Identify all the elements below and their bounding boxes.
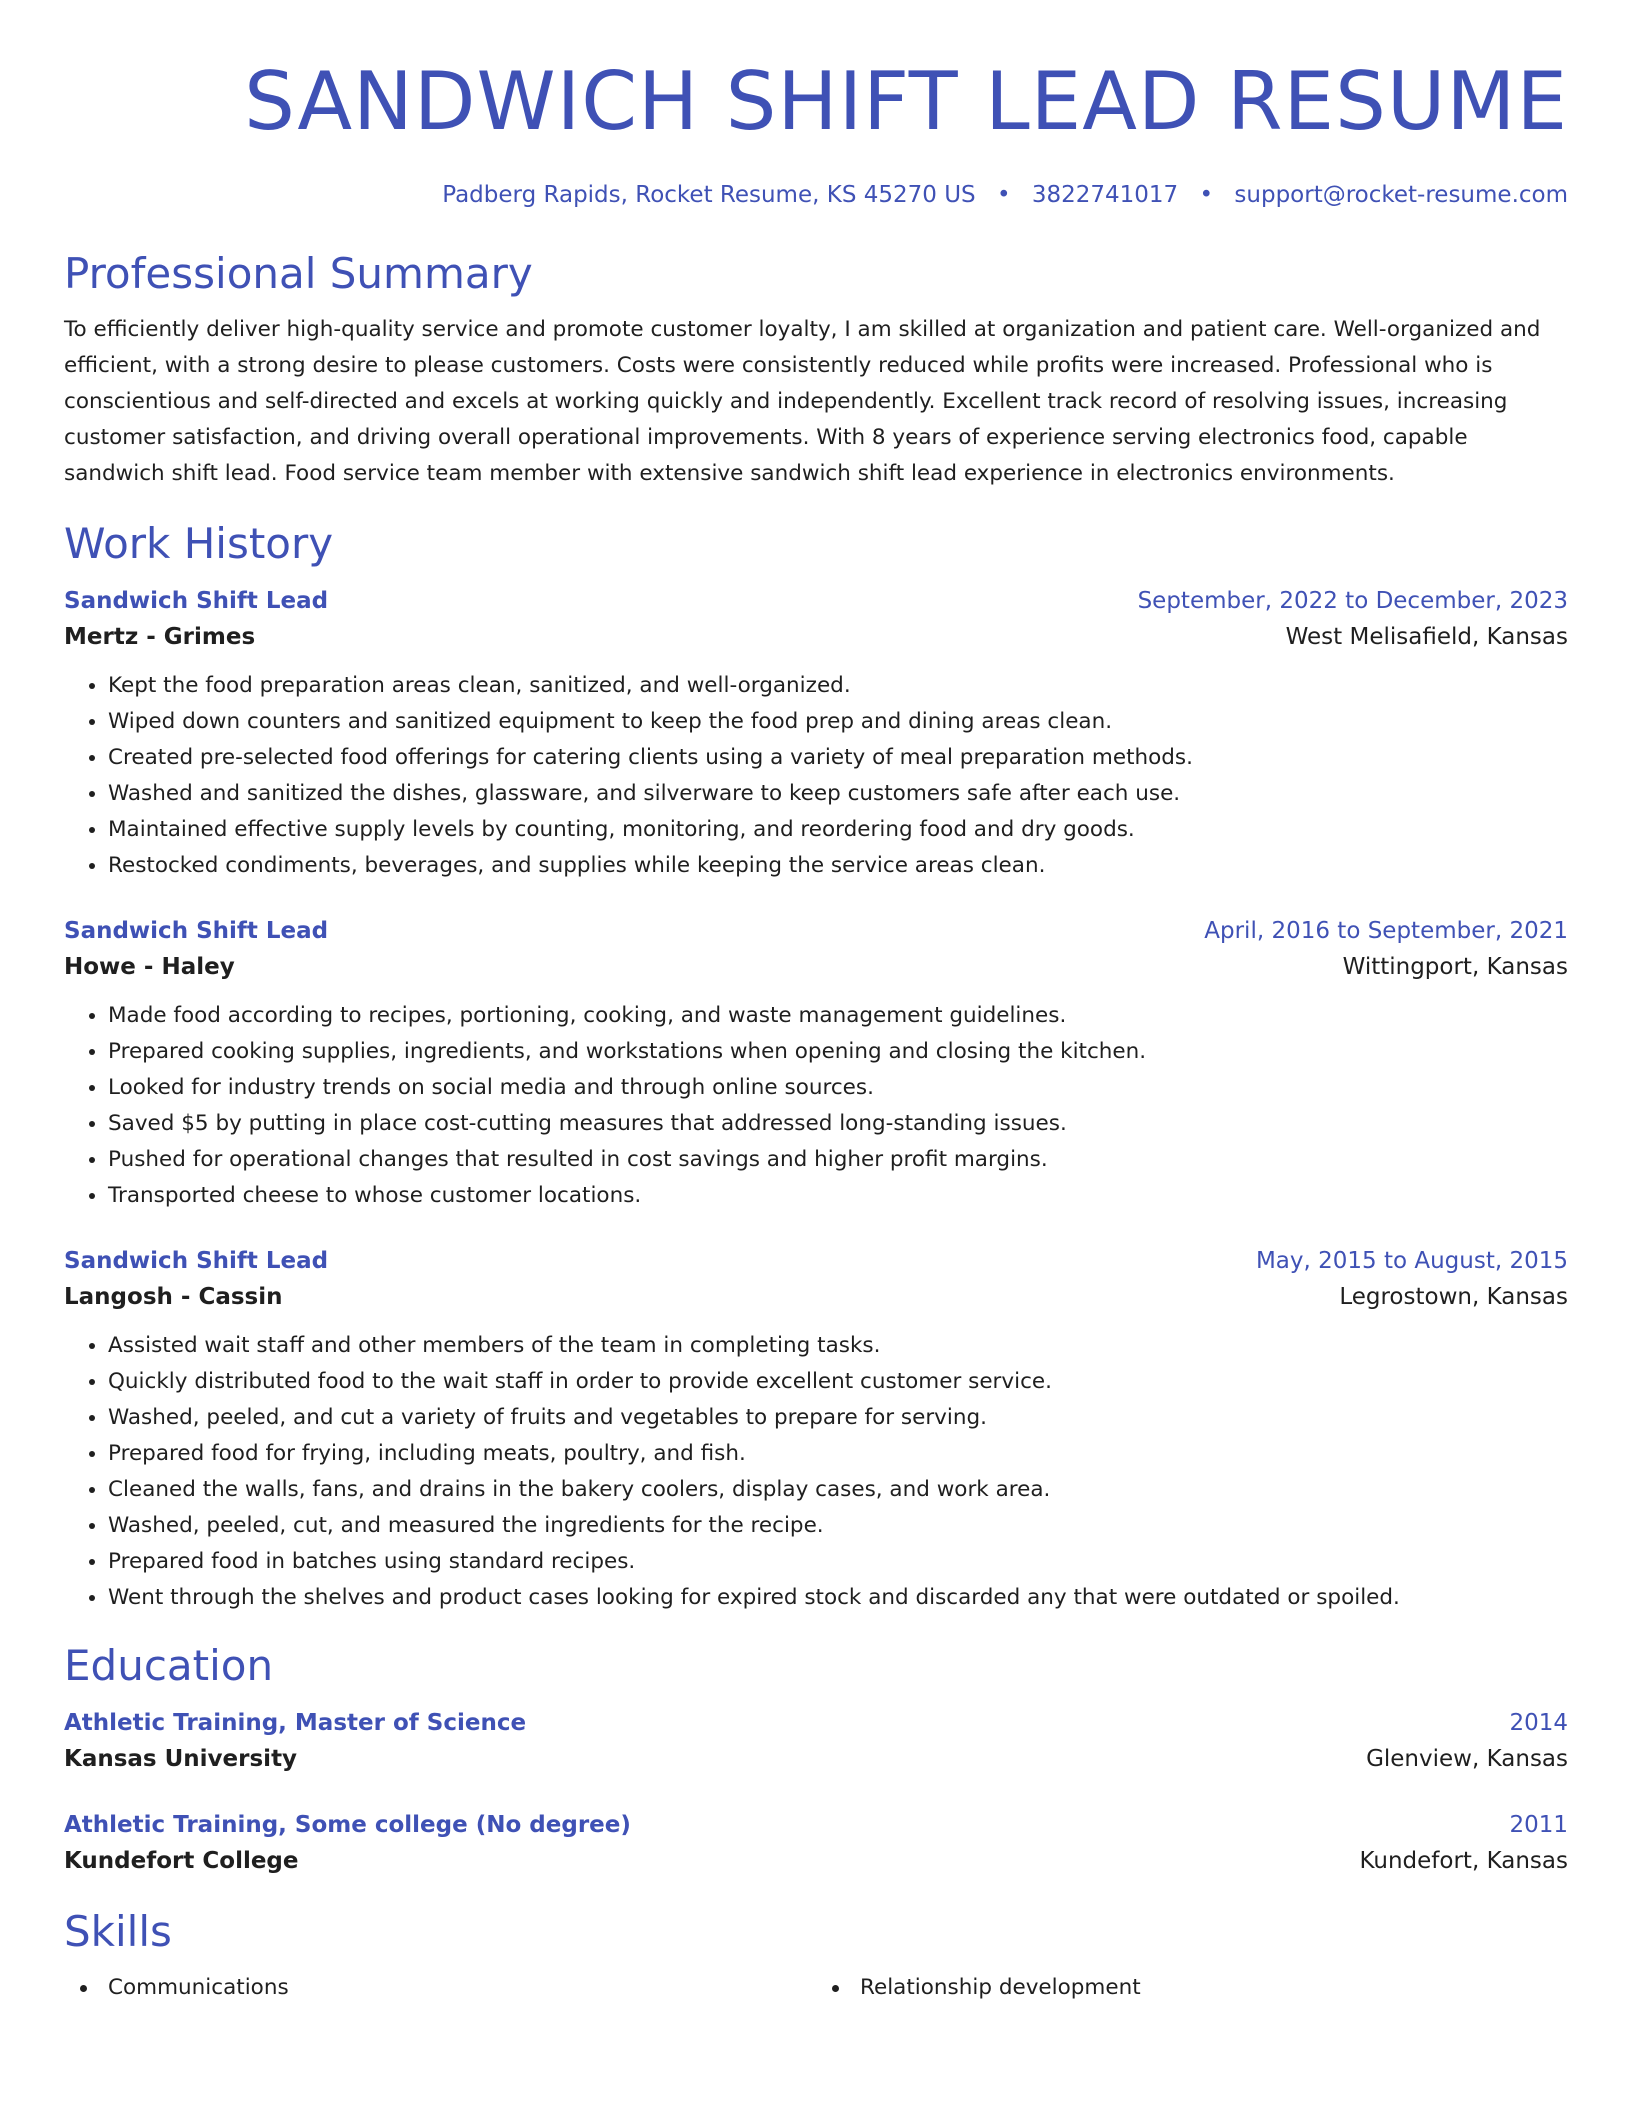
job-bullet: • Cleaned the walls, fans, and drains in the bakery coolers, display cases, and work area. [108, 1472, 1568, 1508]
skills-heading: Skills [64, 1907, 172, 1956]
job-employer: Mertz - Grimes [64, 624, 256, 650]
education-school-row [64, 1740, 1568, 1778]
job-location: Wittingport, Kansas [1342, 954, 1568, 980]
job-employer-row [64, 618, 1568, 656]
job-location: Legrostown, Kansas [1339, 1284, 1568, 1310]
education-header-row [64, 1706, 1568, 1740]
job-employer: Langosh - Cassin [64, 1284, 283, 1310]
job-employer-row [64, 948, 1568, 986]
job-bullet: • Quickly distributed food to the wait staff in order to provide excellent customer service. [108, 1364, 1568, 1400]
skills-section [64, 1906, 1568, 2006]
education-degree: Athletic Training, Some college (No degree) [64, 1812, 631, 1838]
job-bullet: • Transported cheese to whose customer locations. [108, 1178, 1568, 1214]
contact-separator: • [996, 182, 1011, 208]
job-location: West Melisafield, Kansas [1285, 624, 1568, 650]
summary-text: To efficiently deliver high-quality service and promote customer loyalty, I am skilled at organization and patient care. Well-organized and efficient, with a strong desire to please customers. Costs were consistently reduced while profits were increased. Professional who is conscientious and self-directed and excels at working quickly and independently. Excellent track record of resolving issues, increasing customer satisfaction, and driving overall operational improvements. With 8 years of experience serving electronics food, capable sandwich shift lead. Food service team member with extensive sandwich shift lead experience in electronics environments. [64, 317, 1541, 486]
job-dates: April, 2016 to September, 2021 [1204, 918, 1568, 944]
job-title: Sandwich Shift Lead [64, 918, 329, 944]
contact-email: support@rocket-resume.com [1234, 182, 1568, 208]
skill-item: Relationship development [816, 1970, 1568, 2006]
job-entry [64, 1244, 1568, 1616]
education-entry [64, 1808, 1568, 1880]
job-bullet: • Assisted wait staff and other members of the team in completing tasks. [108, 1328, 1568, 1364]
job-header-row [64, 914, 1568, 948]
education-location: Glenview, Kansas [1366, 1746, 1568, 1772]
job-dates: May, 2015 to August, 2015 [1255, 1248, 1568, 1274]
job-bullet: • Washed and sanitized the dishes, glassware, and silverware to keep customers safe after each use. [108, 776, 1568, 812]
job-title: Sandwich Shift Lead [64, 588, 329, 614]
job-bullet: • Looked for industry trends on social media and through online sources. [108, 1070, 1568, 1106]
job-title: Sandwich Shift Lead [64, 1248, 329, 1274]
job-bullet: • Prepared cooking supplies, ingredients, and workstations when opening and closing the kitchen. [108, 1034, 1568, 1070]
job-header-row [64, 584, 1568, 618]
job-employer-row [64, 1278, 1568, 1316]
job-dates: September, 2022 to December, 2023 [1137, 588, 1568, 614]
job-bullet: • Kept the food preparation areas clean, sanitized, and well-organized. [108, 668, 1568, 704]
contact-separator: • [1199, 182, 1214, 208]
summary-heading: Professional Summary [64, 249, 533, 298]
education-year: 2014 [1509, 1710, 1568, 1736]
education-school: Kundefort College [64, 1848, 299, 1874]
education-year: 2011 [1509, 1812, 1568, 1838]
work-history-section [64, 518, 1568, 1616]
resume-title: SANDWICH SHIFT LEAD RESUME [244, 55, 1568, 148]
resume-page [64, 52, 1568, 2006]
summary-section [64, 248, 1568, 492]
skills-list [64, 1970, 1568, 2006]
job-bullet: • Maintained effective supply levels by counting, monitoring, and reordering food and dry goods. [108, 812, 1568, 848]
job-header-row [64, 1244, 1568, 1278]
education-entry [64, 1706, 1568, 1778]
job-bullet: • Washed, peeled, cut, and measured the ingredients for the recipe. [108, 1508, 1568, 1544]
job-entry [64, 584, 1568, 884]
work-history-heading: Work History [64, 519, 334, 568]
job-bullet: • Created pre-selected food offerings for catering clients using a variety of meal preparation methods. [108, 740, 1568, 776]
job-bullet: • Wiped down counters and sanitized equipment to keep the food prep and dining areas clean. [108, 704, 1568, 740]
job-bullet: • Washed, peeled, and cut a variety of fruits and vegetables to prepare for serving. [108, 1400, 1568, 1436]
job-entry [64, 914, 1568, 1214]
job-bullet: • Went through the shelves and product cases looking for expired stock and discarded any that were outdated or spoiled. [108, 1580, 1568, 1616]
skill-item: Communications [64, 1970, 816, 2006]
job-bullets [64, 1328, 1568, 1616]
education-degree: Athletic Training, Master of Science [64, 1710, 527, 1736]
job-bullet: • Restocked condiments, beverages, and supplies while keeping the service areas clean. [108, 848, 1568, 884]
education-school-row [64, 1842, 1568, 1880]
contact-line [64, 180, 1568, 210]
job-bullet: • Saved $5 by putting in place cost-cutting measures that addressed long-standing issues. [108, 1106, 1568, 1142]
contact-phone: 3822741017 [1031, 182, 1179, 208]
job-bullets [64, 998, 1568, 1214]
job-employer: Howe - Haley [64, 954, 235, 980]
education-header-row [64, 1808, 1568, 1842]
education-section [64, 1640, 1568, 1880]
contact-address: Padberg Rapids, Rocket Resume, KS 45270 US [442, 182, 976, 208]
job-bullet: • Prepared food for frying, including meats, poultry, and fish. [108, 1436, 1568, 1472]
education-location: Kundefort, Kansas [1359, 1848, 1568, 1874]
job-bullets [64, 668, 1568, 884]
job-bullet: • Pushed for operational changes that resulted in cost savings and higher profit margins. [108, 1142, 1568, 1178]
job-bullet: • Prepared food in batches using standard recipes. [108, 1544, 1568, 1580]
education-heading: Education [64, 1641, 274, 1690]
job-bullet: • Made food according to recipes, portioning, cooking, and waste management guidelines. [108, 998, 1568, 1034]
education-school: Kansas University [64, 1746, 298, 1772]
